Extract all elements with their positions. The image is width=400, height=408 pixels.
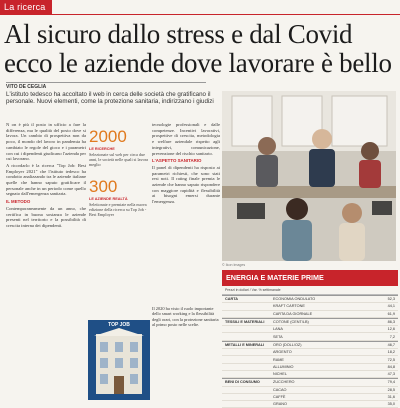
table-value: 12,6 <box>387 327 395 332</box>
table-value: 86,3 <box>387 320 395 325</box>
article-paragraph: Il panel di dipendenti ha risposto ai parametri richiesti, che sono stati resi noti. Il rating finale premia le aziende che hanno saputo rispondere con maggiore rapidità e flessibilità ai bisogni emersi durante l'emergenza. <box>152 164 220 205</box>
subhead: IL METODO <box>6 199 31 205</box>
table-category: BENI DI CONSUMO <box>225 380 260 385</box>
table-row <box>222 378 398 386</box>
table-commodity: ECONOMIA ONDULATO <box>273 297 316 302</box>
subhead: L'ASPETTO SANITARIO <box>152 158 202 164</box>
section-label: La ricerca <box>0 0 52 14</box>
table-value: 72,5 <box>387 357 395 362</box>
award-title: TOP JOB <box>108 322 130 328</box>
table-commodity: ZUCCHERO <box>273 380 295 385</box>
table-commodity: CACAO <box>273 387 287 392</box>
article-column-1 <box>6 122 86 392</box>
stat-label: LE RICERCHE <box>89 147 115 151</box>
table-row <box>222 341 398 349</box>
table-commodity: CARTA DA GIORNALE <box>273 311 313 316</box>
table-row <box>222 364 398 371</box>
table-row <box>222 295 398 303</box>
stat-value: 2000 <box>89 127 127 146</box>
table-value: 46,7 <box>387 342 395 347</box>
stat-value: 300 <box>89 177 118 196</box>
table-commodity: LANA <box>273 327 283 332</box>
table-value: 44,1 <box>387 304 395 309</box>
headline-line-1: Al sicuro dallo stress e dal Covid <box>4 19 353 49</box>
table-commodity: COTONE (CENT/LB) <box>273 320 309 325</box>
table-commodity: RAME <box>273 357 284 362</box>
table-body <box>222 295 398 408</box>
standfirst: L'istituto tedesco ha accoltato il web in cerca delle società che gratificano il personale. Nuovi elementi, come la protezione sanitaria, indirizzano i giudizi <box>6 91 214 106</box>
table-row <box>222 326 398 333</box>
article-paragraph: tecnologie professionali e dalle competenze. Incentivi lavorativi, prospettive di crescita, metodologia e welfare aziendale rispetto agli integrativi, comunicazione, prevenzione del rischio sanitario. <box>152 122 220 156</box>
table-row <box>222 394 398 401</box>
table-row <box>222 356 398 363</box>
headline <box>4 20 396 78</box>
table-value: 28,5 <box>387 387 395 392</box>
table-row <box>222 349 398 356</box>
table-row <box>222 387 398 394</box>
table-value: 79,4 <box>387 380 395 385</box>
article-paragraph: N on è più il posto in ufficio a fare la differenza, ma le qualità del posto dove si lavora. Un cambio di prospettiva non da poco, il mondo del lavoro in pandemia ha cambiato le regole del gioco e i parametri con cui i dipendenti giudicano l'azienda per cui lavorano. <box>6 122 86 162</box>
table-category: TESSILI E MATERIALI <box>225 320 265 325</box>
table-value: 31,6 <box>387 395 395 399</box>
stat-box-2 <box>89 178 149 218</box>
table-value: 84,8 <box>387 364 395 369</box>
table-row <box>222 371 398 378</box>
table-commodity: KRAFT CARTONE <box>273 304 305 309</box>
table-commodity: SETA <box>273 334 283 339</box>
photo-credit: © Ikon Images <box>222 263 246 267</box>
table-title: ENERGIA E MATERIE PRIME <box>222 270 398 286</box>
table-commodity: ORO (DOLL/OZ) <box>273 342 302 347</box>
article-paragraph: Contemporaneamente da un anno, che certifica in buona sostanza le aziende presenti nel territorio e la possibilità di crescita interna dei dipendenti. <box>6 205 86 228</box>
table-row <box>222 318 398 326</box>
table-value: 52,3 <box>387 297 395 302</box>
stat-text: Seletionate e premiate nella nuova edizione della ricerca su Top Job - Best Employer <box>89 202 147 218</box>
table-value: 18,2 <box>387 350 395 355</box>
table-commodity: CAFFÈ <box>273 395 286 399</box>
award-graphic <box>88 320 150 400</box>
building-icon <box>88 320 150 400</box>
section-rule <box>0 14 400 15</box>
stat-text: Selezionate sul web per circa due anni, le società nelle quali si lavora meglio <box>89 152 148 168</box>
byline: VITO DE CEGLIA <box>6 82 206 90</box>
table-row <box>222 311 398 318</box>
table-row <box>222 303 398 310</box>
table-value: 61,9 <box>387 311 395 316</box>
table-row <box>222 401 398 408</box>
stat-box-1 <box>89 128 149 168</box>
table-row <box>222 333 398 340</box>
table-value: 47,3 <box>387 372 395 377</box>
table-commodity: ALLUMINIO <box>273 364 294 369</box>
commodity-table <box>222 270 398 408</box>
table-commodity: ARGENTO <box>273 350 292 355</box>
office-scene-illustration <box>222 91 396 261</box>
headline-line-2: ecco le aziende dove lavorare è bello <box>4 48 392 78</box>
table-commodity: NICHEL <box>273 372 287 377</box>
article-column-3 <box>152 122 220 302</box>
table-category: METALLI E MINERALI <box>225 342 265 347</box>
article-paragraph: A ricordarlo è la ricerca "Top Job: Best Employer 2021" che l'istituto tedesco ha condotto analizzando tra le aziende italiane quelle che hanno saputo gratificare il personale anche in un periodo come quello segnato dall'emergenza sanitaria. <box>6 162 86 197</box>
article-photo <box>222 91 396 261</box>
photo-caption: Il 2020 ha visto il ruolo importante dello smart working e la flessibilità degli orari, con la protezione sanitaria al primo posto nelle scelte. <box>152 306 219 328</box>
table-commodity: GRANO <box>273 402 287 407</box>
stat-label: LE AZIENDE REALTÀ <box>89 197 128 201</box>
table-value: 7,2 <box>389 334 395 339</box>
table-value: 35,0 <box>387 402 395 407</box>
table-unit: Prezzi in dollari / Var. % settimanale <box>222 286 398 295</box>
table-category: CARTA <box>225 297 239 302</box>
